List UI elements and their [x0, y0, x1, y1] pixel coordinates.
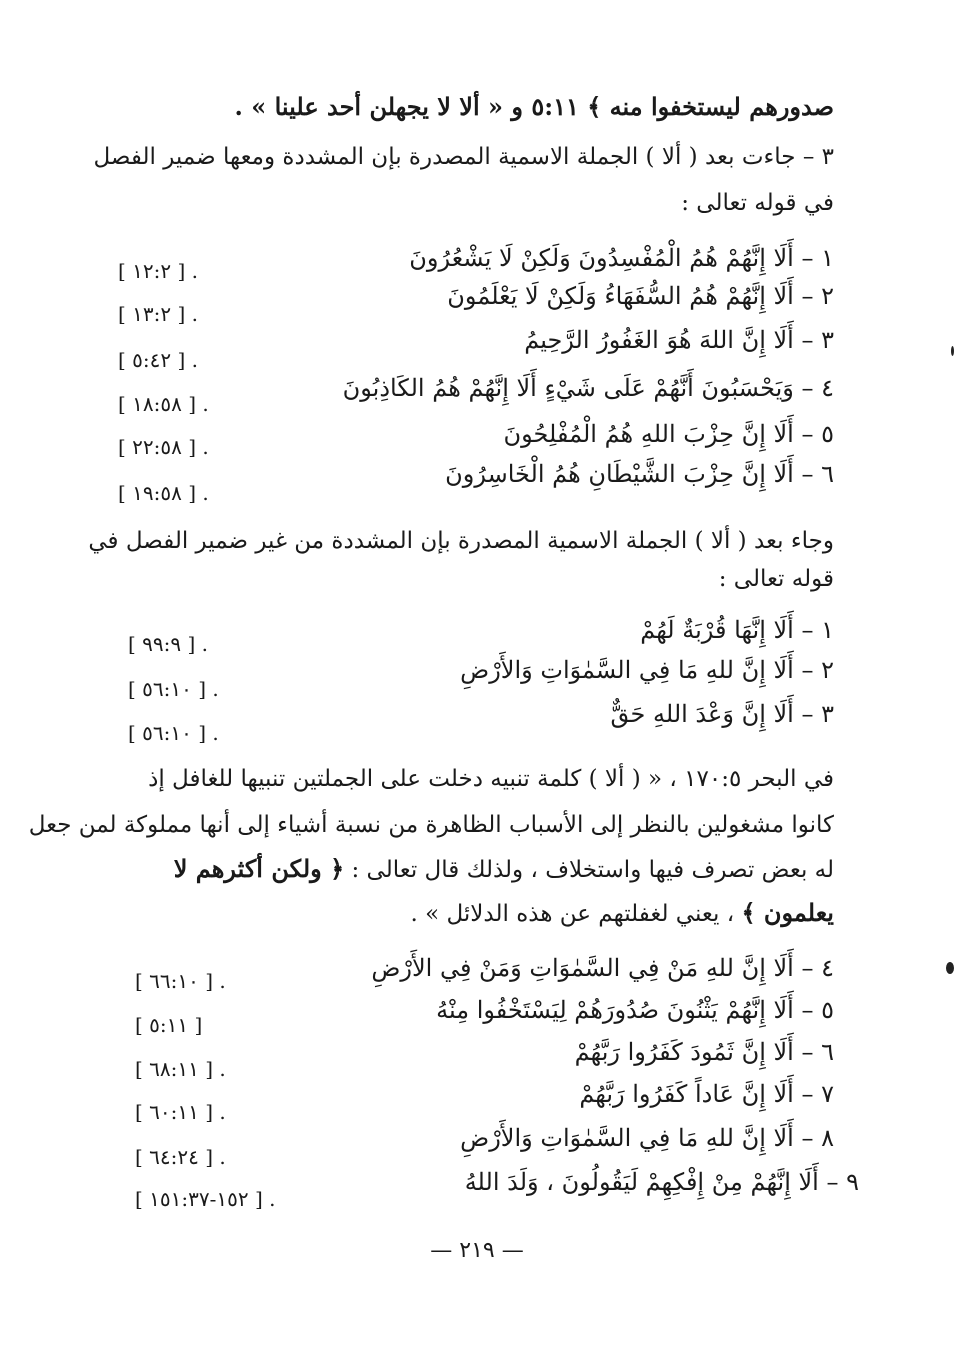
verse-reference: . [ ١٢:٢ ] — [118, 259, 199, 283]
verse-reference: . [ ٥:٤٢ ] — [118, 348, 199, 372]
text-line: كانوا مشغولين بالنظر إلى الأسباب الظاهرة من نسبة أشياء إلى أنها مملوكة لمن جعل — [28, 812, 834, 838]
verse-line: ٢ – أَلَا إِنَّهُمْ هُمُ السُّفَهَاءُ وَلَكِنْ لَا يَعْلَمُونَ — [447, 282, 834, 310]
text-span: ، يعني لغفلتهم عن هذه الدلائل » . — [410, 901, 735, 927]
quran-quote: صدورهم ليستخفوا منه ﴾ ٥:١١ و « ألا لا يجهلن أحد علينا » . — [234, 92, 834, 121]
verse-reference: . [ ٩٩:٩ ] — [128, 632, 209, 656]
verse-reference: . [ ٦٤:٢٤ ] — [135, 1145, 226, 1169]
verse-line: ٥ – أَلَا إِنَّ حِزْبَ اللهِ هُمُ الْمُفْلِحُونَ — [503, 420, 834, 448]
verse-reference: . [ ١٨:٥٨ ] — [118, 392, 209, 416]
verse-line: ٤ – وَيَحْسَبُونَ أَنَّهُمْ عَلَى شَيْءٍ أَلَا إِنَّهُمْ هُمُ الكَاذِبُونَ — [342, 374, 834, 402]
text-line — [410, 896, 834, 931]
verse-line: ٦ – أَلَا إِنَّ حِزْبَ الشَّيْطَانِ هُمُ الْخَاسِرُونَ — [445, 460, 834, 488]
text-line: في البحر ١٧٠:٥ ، « ( ألا ) كلمة تنبيه دخلت على الجملتين تنبيها للغافل إذ — [148, 766, 834, 792]
text-line — [174, 852, 834, 887]
quran-quote: يعلمون ﴾ — [741, 898, 834, 927]
verse-reference: . [ ٦٠:١١ ] — [135, 1100, 226, 1124]
verse-line: ٣ – أَلَا إِنَّ اللهَ هُوَ الغَفُورُ الرَّحِيمُ — [524, 326, 834, 354]
verse-reference: . [ ٥٦:١٠ ] — [128, 721, 219, 745]
verse-line: ٩ – أَلَا إِنَّهُمْ مِنْ إِفْكِهِمْ لَيَقُولُونَ ، وَلَدَ اللهُ — [464, 1168, 859, 1196]
verse-reference: . [ ٢٢:٥٨ ] — [118, 435, 209, 459]
verse-line: ٤ – أَلَا إِنَّ للهِ مَنْ فِي السَّمٰوَاتِ وَمَنْ فِي الأَرْضِ — [371, 954, 834, 982]
verse-reference: . [ ١٣:٢ ] — [118, 302, 199, 326]
text-line: وجاء بعد ( ألا ) الجملة الاسمية المصدرة بإن المشددة من غير ضمير الفصل في — [88, 528, 834, 554]
text-line — [235, 90, 834, 125]
scan-mark — [946, 962, 954, 974]
text-line: ٣ – جاءت بعد ( ألا ) الجملة الاسمية المصدرة بإن المشددة ومعها ضمير الفصل — [93, 144, 834, 170]
text-line: قوله تعالى : — [718, 566, 834, 592]
verse-reference: . [ ٦٦:١٠ ] — [135, 969, 226, 993]
page-number: — ٢١٩ — — [430, 1238, 524, 1263]
verse-reference: . [ ٦٨:١١ ] — [135, 1057, 226, 1081]
text-span: له بعض تصرف فيها واستخلاف ، ولذلك قال تعالى : — [351, 857, 834, 883]
verse-line: ٣ – أَلَا إِنَّ وَعْدَ اللهِ حَقٌّ — [610, 700, 834, 728]
verse-reference: . [ ١٩:٥٨ ] — [118, 481, 209, 505]
verse-reference: [ ٥:١١ ] — [135, 1013, 203, 1037]
verse-line: ٨ – أَلَا إِنَّ للهِ مَا فِي السَّمٰوَاتِ وَالأَرْضِ — [460, 1124, 834, 1152]
text-line: في قوله تعالى : — [681, 190, 834, 216]
verse-reference: . [ ٥٦:١٠ ] — [128, 677, 219, 701]
verse-line: ١ – أَلَا إِنَّهُمْ هُمُ الْمُفْسِدُونَ وَلَكِنْ لَا يَشْعُرُونَ — [409, 244, 834, 272]
quran-quote: ﴿ ولكن أكثرهم لا — [173, 854, 345, 883]
verse-line: ٦ – أَلَا إِنَّ ثَمُودَ كَفَرُوا رَبَّهُمْ — [574, 1038, 834, 1066]
verse-line: ٥ – أَلَا إِنَّهُمْ يَثْنُونَ صُدُورَهُمْ لِيَسْتَخْفُوا مِنْهُ — [436, 996, 834, 1024]
verse-line: ١ – أَلَا إِنَّهَا قُرْبَةٌ لَهُمْ — [640, 616, 834, 644]
verse-line: ٧ – أَلَا إِنَّ عَاداً كَفَرُوا رَبَّهُمْ — [579, 1080, 834, 1108]
verse-line: ٢ – أَلَا إِنَّ للهِ مَا فِي السَّمٰوَاتِ وَالأَرْضِ — [460, 656, 834, 684]
verse-reference: . [ ١٥٢-١٥١:٣٧ ] — [135, 1187, 276, 1211]
